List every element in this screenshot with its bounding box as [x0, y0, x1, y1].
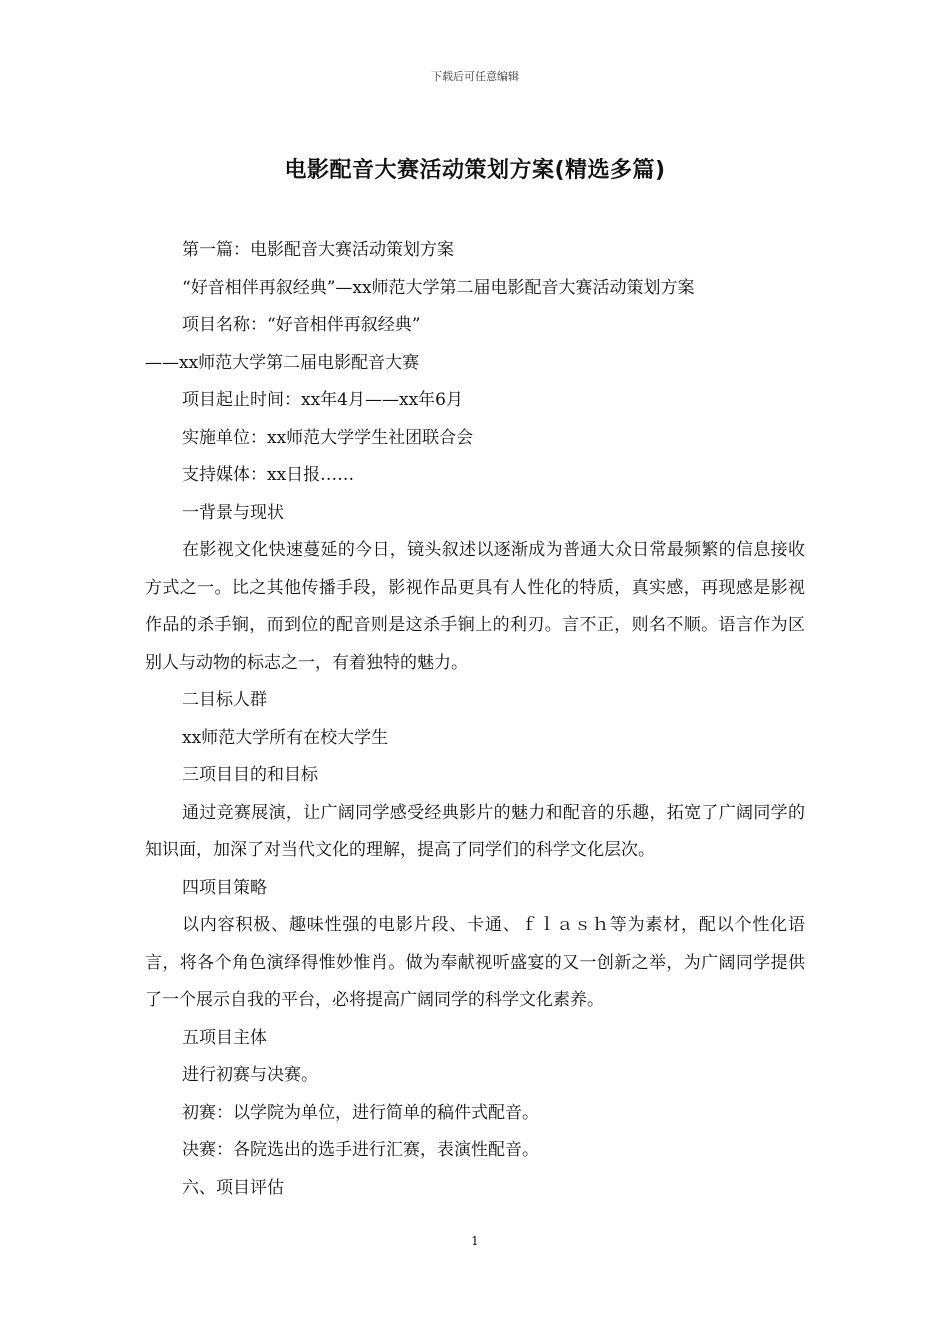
document-body [145, 232, 805, 1207]
media-line: 支持媒体：xx日报…… [182, 465, 355, 485]
section-heading-main: 五项目主体 [182, 1027, 267, 1048]
main-line-3: 决赛：各院选出的选手进行汇赛，表演性配音。 [182, 1140, 539, 1160]
project-period-line: 项目起止时间：xx年4月——xx年6月 [182, 390, 463, 410]
strategy-paragraph: 以内容积极、趣味性强的电影片段、卡通、ｆｌａｓｈ等为素材，配以个性化语言，将各个角色演绎得惟妙惟肖。做为奉献视听盛宴的又一创新之举，为广阔同学提供了一个展示自我的平台，必将提高广阔同学的科学文化素养。 [145, 915, 805, 1010]
section-heading-strategy: 四项目策略 [182, 877, 267, 898]
section-heading-evaluation: 六、项目评估 [182, 1177, 284, 1198]
main-line-1: 进行初赛与决赛。 [182, 1065, 318, 1085]
goals-paragraph: 通过竞赛展演，让广阔同学感受经典影片的魅力和配音的乐趣，拓宽了广阔同学的知识面，加深了对当代文化的理解，提高了同学们的科学文化层次。 [145, 802, 805, 860]
project-name-continuation: ——xx师范大学第二届电影配音大赛 [145, 352, 420, 373]
section-heading-target: 二目标人群 [182, 690, 267, 710]
header-note: 下载后可任意编辑 [431, 70, 519, 83]
organizer-line: 实施单位：xx师范大学学生社团联合会 [182, 427, 474, 448]
subtitle-line: “好音相伴再叙经典”—xx师范大学第二届电影配音大赛活动策划方案 [182, 277, 695, 298]
background-paragraph: 在影视文化快速蔓延的今日，镜头叙述以逐渐成为普通大众日常最频繁的信息接收方式之一。比之其他传播手段，影视作品更具有人性化的特质，真实感，再现感是影视作品的杀手锏，而到位的配音则是这杀手锏上的利刃。言不正，则名不顺。语言作为区别人与动物的标志之一，有着独特的魅力。 [145, 540, 805, 673]
main-line-2: 初赛：以学院为单位，进行简单的稿件式配音。 [182, 1102, 539, 1123]
page-number: 1 [471, 1234, 479, 1248]
section-heading-background: 一背景与现状 [182, 502, 284, 523]
chapter-heading: 第一篇：电影配音大赛活动策划方案 [182, 240, 454, 260]
target-text: xx师范大学所有在校大学生 [182, 727, 389, 748]
document-title: 电影配音大赛活动策划方案(精选多篇) [284, 158, 666, 183]
section-heading-goals: 三项目目的和目标 [182, 765, 318, 785]
project-name-line: 项目名称：“好音相伴再叙经典” [182, 315, 421, 335]
